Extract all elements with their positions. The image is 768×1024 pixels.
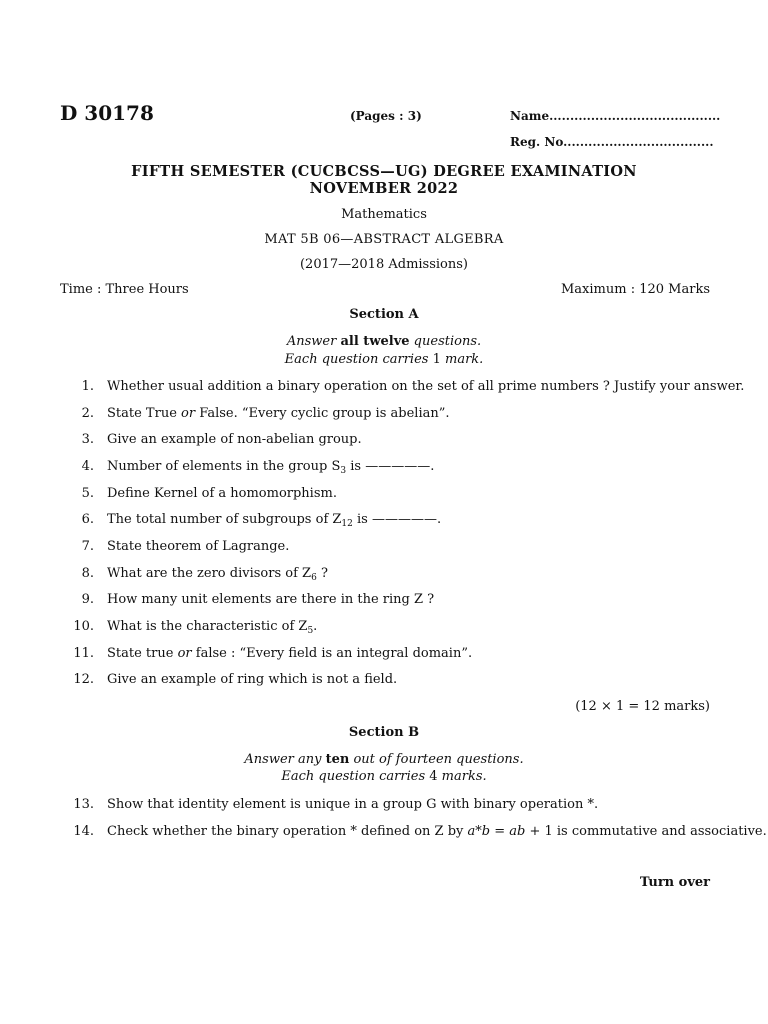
question-paper-code: D 30178 [60,101,154,125]
section-a-instruction-2: Each question carries 1 mark. [284,352,484,367]
question-text: Check whether the binary operation * defined on Z by a*b = ab + 1 is commutative and associative. [107,824,767,839]
question-text: State true or false : “Every field is an integral domain”. [107,646,473,661]
question-text: Define Kernel of a homomorphism. [107,486,337,501]
question-text: What are the zero divisors of $Z_6$ ? [107,566,328,583]
question-text: State True or False. “Every cyclic group is abelian”. [107,406,450,421]
section-a-heading: Section A [349,307,419,322]
subject-name: Mathematics [341,207,427,222]
turn-over-note: Turn over [639,875,710,890]
question-text: The total number of subgroups of $Z_{12}$ is —————. [107,512,442,529]
question-number: 13. [73,797,94,812]
question-number: 9. [81,592,94,607]
register-number-field: Reg. No.................................... [510,135,714,149]
section-b-heading: Section B [348,725,420,740]
question-text: Give an example of ring which is not a field. [107,672,398,687]
question-number: 2. [81,406,94,421]
question-text: Show that identity element is unique in a group G with binary operation *. [107,797,599,812]
question-number: 4. [81,459,94,474]
section-a-instruction-1: Answer all twelve questions. [286,334,482,349]
exam-title: FIFTH SEMESTER (CUCBCSS—UG) DEGREE EXAMINATION [131,163,637,180]
section-a-marks-tally: (12 × 1 = 12 marks) [575,699,710,714]
section-b-instruction-2: Each question carries 4 marks. [281,769,487,784]
question-number: 14. [73,824,94,839]
question-text: Whether usual addition a binary operation on the set of all prime numbers ? Justify your answer. [107,379,745,394]
page-count: (Pages : 3) [350,109,422,123]
question-number: 5. [81,486,94,501]
question-text: Give an example of non-abelian group. [107,432,362,447]
question-text: State theorem of Lagrange. [107,539,290,554]
question-number: 3. [81,432,94,447]
candidate-name-field: Name......................................... [510,109,721,123]
question-text: How many unit elements are there in the ring Z ? [107,592,435,607]
question-number: 10. [73,619,94,634]
question-number: 11. [73,646,94,661]
exam-session: NOVEMBER 2022 [309,180,459,197]
section-b-instruction-1: Answer any ten out of fourteen questions. [244,752,524,767]
maximum-marks: Maximum : 120 Marks [561,282,710,297]
question-number: 8. [81,566,94,581]
question-number: 12. [73,672,94,687]
admissions-batch: (2017—2018 Admissions) [299,257,468,272]
course-title: MAT 5B 06—ABSTRACT ALGEBRA [264,232,504,247]
time-allowed: Time : Three Hours [60,282,189,297]
question-number: 1. [81,379,94,394]
question-number: 6. [81,512,94,527]
question-number: 7. [81,539,94,554]
question-text: What is the characteristic of $Z_5$. [107,619,318,636]
question-text: Number of elements in the group $S_3$ is —————. [107,459,435,476]
